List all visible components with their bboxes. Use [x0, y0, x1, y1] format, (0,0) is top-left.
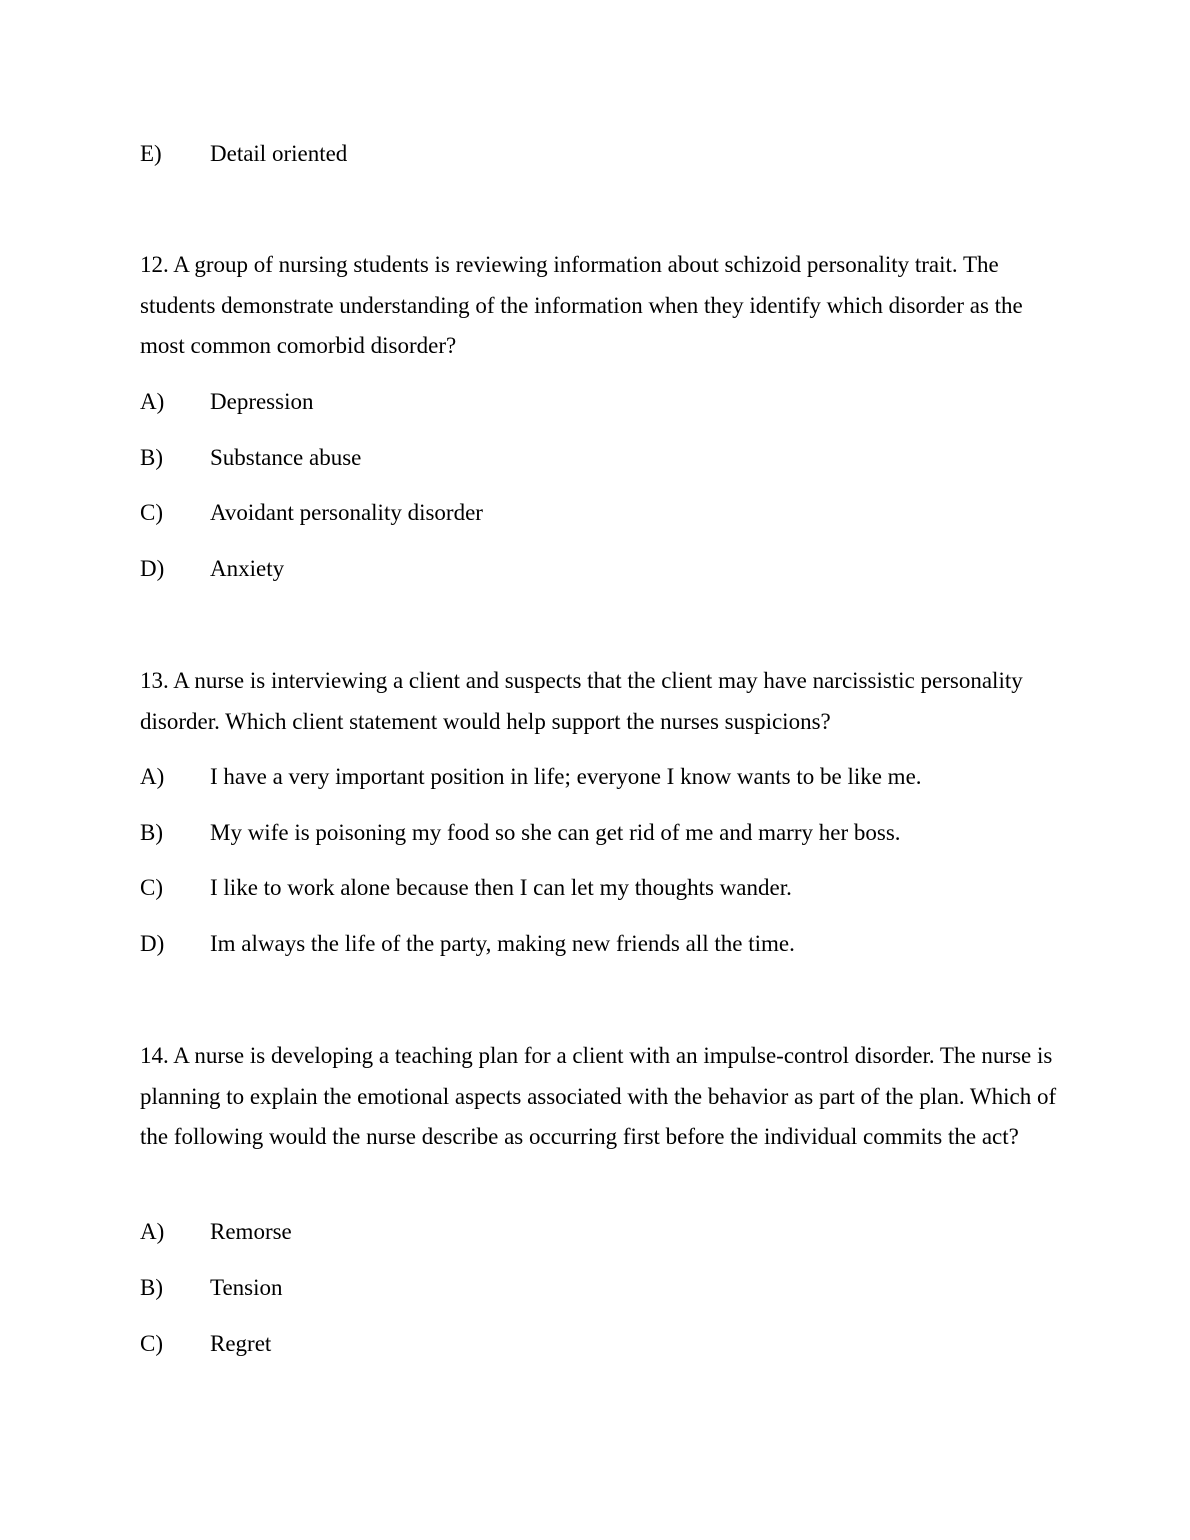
- question-13-option-a: [140, 762, 922, 792]
- option-text: My wife is poisoning my food so she can get rid of me and marry her boss.: [210, 820, 901, 845]
- question-14-option-a: [140, 1217, 292, 1247]
- option-letter: C): [140, 875, 163, 900]
- question-12-option-c: [140, 498, 483, 528]
- option-text: Substance abuse: [210, 445, 362, 470]
- option-e: [140, 139, 347, 169]
- question-12-option-d: [140, 554, 284, 584]
- question-13-option-d: [140, 929, 795, 959]
- option-text: Detail oriented: [210, 141, 348, 166]
- question-12-option-b: [140, 443, 361, 473]
- option-text: Depression: [210, 389, 314, 414]
- option-letter: A): [140, 764, 165, 789]
- option-text: I like to work alone because then I can let my thoughts wander.: [210, 875, 792, 900]
- option-letter: C): [140, 500, 163, 525]
- option-text: Remorse: [210, 1219, 292, 1244]
- option-letter: B): [140, 820, 163, 845]
- option-letter: B): [140, 1275, 163, 1300]
- option-letter: A): [140, 1219, 165, 1244]
- question-14-option-c: [140, 1329, 271, 1359]
- option-letter: C): [140, 1331, 163, 1356]
- option-letter: E): [140, 141, 162, 166]
- option-text: Anxiety: [210, 556, 285, 581]
- option-text: Avoidant personality disorder: [210, 500, 483, 525]
- option-text: Tension: [210, 1275, 283, 1300]
- option-letter: A): [140, 389, 165, 414]
- option-letter: D): [140, 931, 165, 956]
- option-letter: D): [140, 556, 165, 581]
- question-12-option-a: [140, 387, 313, 417]
- question-12-stem: 12. A group of nursing students is reviewing information about schizoid personality trait. The students demonstrate understanding of the information when they identify which disorder as the most common comorbid disorder?: [140, 252, 1023, 358]
- question-13-stem: 13. A nurse is interviewing a client and suspects that the client may have narcissistic personality disorder. Which client statement would help support the nurses suspicions?: [140, 668, 1023, 734]
- question-13-option-c: [140, 873, 792, 903]
- question-14-option-b: [140, 1273, 283, 1303]
- question-13-option-b: [140, 818, 901, 848]
- option-letter: B): [140, 445, 163, 470]
- option-text: Regret: [210, 1331, 272, 1356]
- option-text: I have a very important position in life; everyone I know wants to be like me.: [210, 764, 922, 789]
- question-14-stem: 14. A nurse is developing a teaching plan for a client with an impulse-control disorder. The nurse is planning to explain the emotional aspects associated with the behavior as part of the plan. Which of the following would the nurse describe as occurring first before the individual commits the act?: [140, 1043, 1057, 1149]
- option-text: Im always the life of the party, making new friends all the time.: [210, 931, 795, 956]
